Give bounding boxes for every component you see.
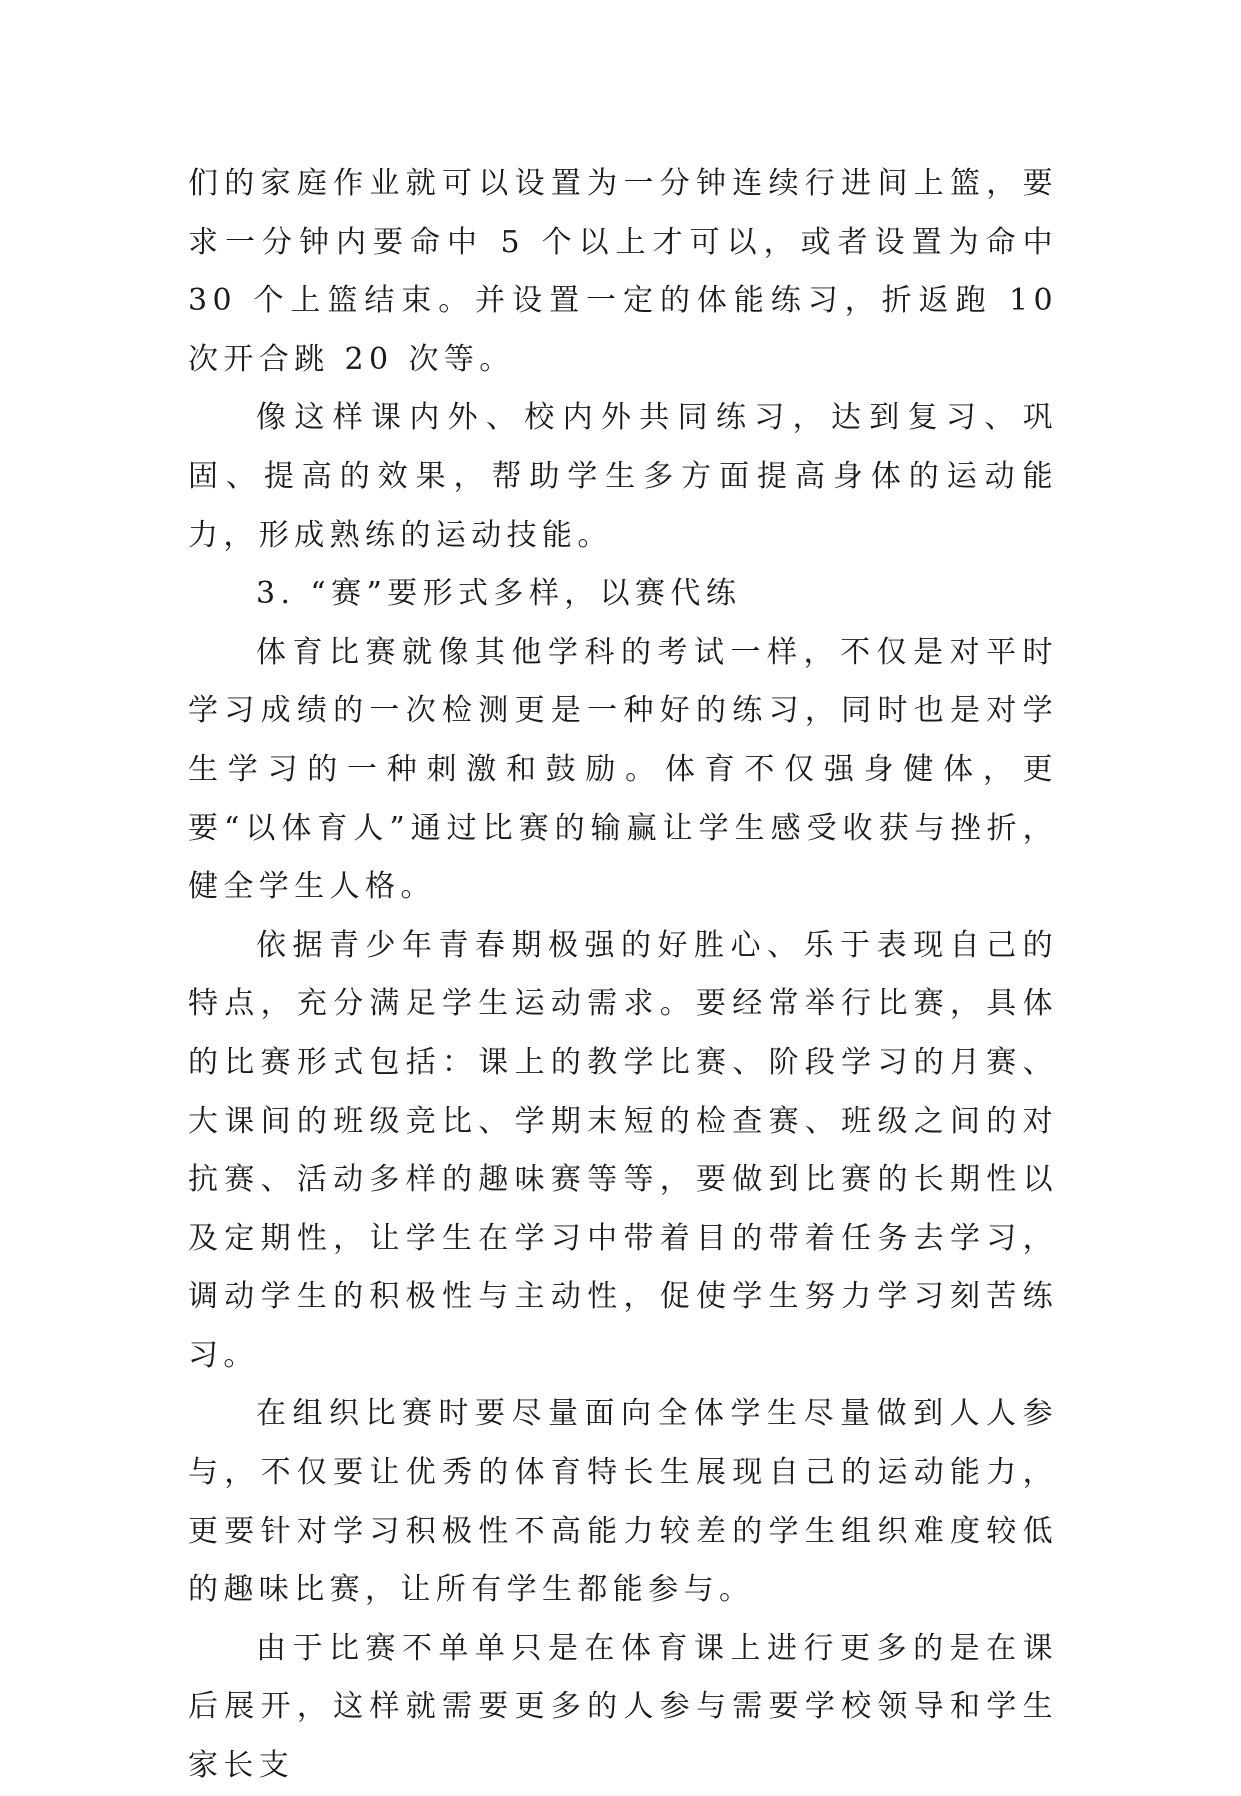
- document-body: [188, 155, 1058, 1796]
- paragraph-practice: 像这样课内外、校内外共同练习，达到复习、巩固、提高的效果，帮助学生多方面提高身体的运动能力，形成熟练的运动技能。: [188, 400, 1058, 553]
- paragraph-support: 由于比赛不单单只是在体育课上进行更多的是在课后展开，这样就需要更多的人参与需要学校领导和学生家长支: [188, 1630, 1058, 1784]
- paragraph-homework: 们的家庭作业就可以设置为一分钟连续行进间上篮，要求一分钟内要命中 5 个以上才可以，或者设置为命中 30 个上篮结束。并设置一定的体能练习，折返跑 10 次开合跳 20 次等。: [188, 166, 1058, 377]
- section-heading: 3. “赛”要形式多样，以赛代练: [256, 576, 742, 612]
- paragraph-organize: 在组织比赛时要尽量面向全体学生尽量做到人人参与，不仅要让优秀的体育特长生展现自己的运动能力，更要针对学习积极性不高能力较差的学生组织难度较低的趣味比赛，让所有学生都能参与。: [188, 1396, 1058, 1608]
- paragraph-competition-forms: 依据青少年青春期极强的好胜心、乐于表现自己的特点，充分满足学生运动需求。要经常举行比赛，具体的比赛形式包括：课上的教学比赛、阶段学习的月赛、大课间的班级竞比、学期末短的检查赛、班级之间的对抗赛、活动多样的趣味赛等等，要做到比赛的长期性以及定期性，让学生在学习中带着目的带着任务去学习，调动学生的积极性与主动性，促使学生努力学习刻苦练习。: [188, 927, 1058, 1373]
- paragraph-competition: 体育比赛就像其他学科的考试一样，不仅是对平时学习成绩的一次检测更是一种好的练习，同时也是对学生学习的一种刺激和鼓励。体育不仅强身健体，更要“以体育人”通过比赛的输赢让学生感受收获与挫折，健全学生人格。: [188, 634, 1058, 905]
